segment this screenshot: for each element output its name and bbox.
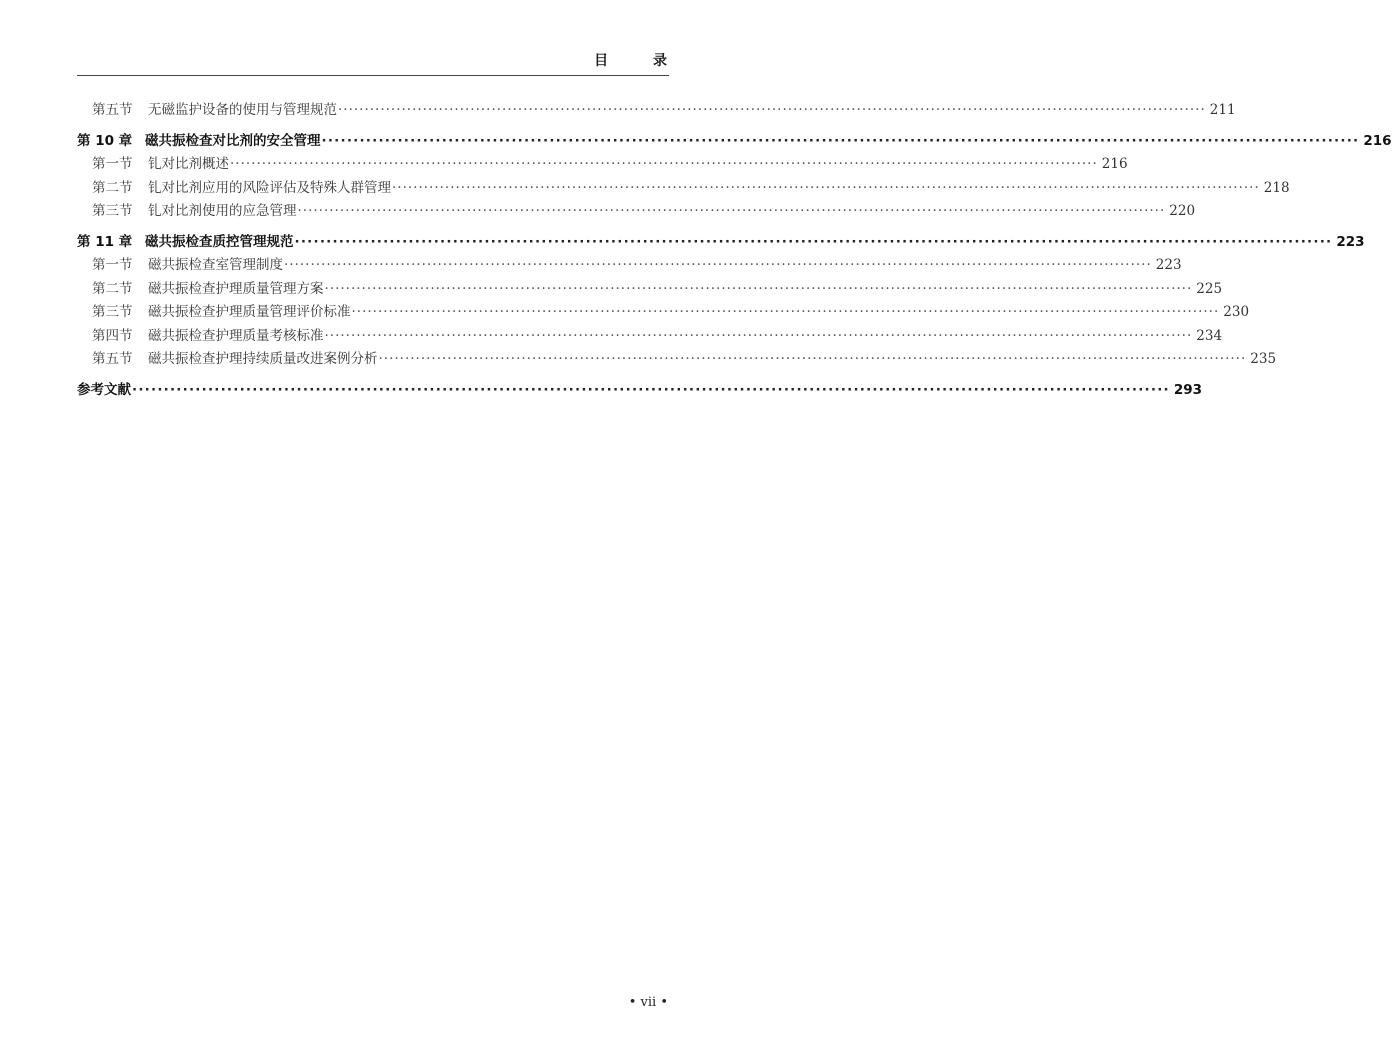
section-title: 钆对比剂概述 [148, 156, 229, 172]
toc-entry-section[interactable] [77, 278, 1223, 302]
leader-dots [132, 379, 1170, 403]
section-title: 钆对比剂应用的风险评估及特殊人群管理 [148, 179, 391, 196]
page-number: 216 [1363, 132, 1392, 149]
leader-dots [298, 200, 1166, 224]
toc-entry-references[interactable] [77, 379, 1203, 403]
section-number: 第三节 [92, 304, 133, 320]
leader-dots [325, 325, 1193, 349]
spacer [77, 372, 663, 379]
section-title: 磁共振检查护理质量管理方案 [148, 280, 324, 297]
page-number: 220 [1169, 203, 1196, 219]
section-number: 第二节 [92, 280, 133, 297]
toc-entry-section[interactable] [77, 301, 1250, 325]
page-number: 235 [1250, 351, 1277, 367]
section-title: 无磁监护设备的使用与管理规范 [148, 102, 337, 118]
leader-dots [379, 348, 1247, 372]
section-number: 第一节 [92, 156, 133, 172]
toc-entry-chapter[interactable] [77, 130, 1392, 154]
section-number: 第四节 [92, 327, 133, 344]
toc-entry-section[interactable] [77, 348, 1277, 372]
section-number: 第二节 [92, 179, 133, 196]
section-number: 第五节 [92, 351, 133, 367]
toc-entry-section[interactable] [77, 254, 1182, 278]
leader-dots [392, 177, 1260, 201]
page-number: 211 [1209, 102, 1236, 118]
references-title: 参考文献 [77, 381, 131, 398]
page-header [77, 48, 687, 76]
chapter-title: 磁共振检查对比剂的安全管理 [145, 132, 321, 149]
section-number: 第一节 [92, 257, 133, 273]
toc-entry-section[interactable] [77, 177, 1290, 201]
spacer [77, 224, 663, 231]
leader-dots [284, 254, 1152, 278]
toc-entry-section[interactable] [77, 99, 1236, 123]
toc-entry-chapter[interactable] [77, 231, 1365, 255]
page-number: 218 [1263, 179, 1290, 196]
page-number: 230 [1223, 304, 1250, 320]
section-title: 钆对比剂使用的应急管理 [148, 203, 297, 219]
section-number: 第三节 [92, 203, 133, 219]
header-title: 目 录 [594, 53, 687, 69]
chapter-number: 第 11 章 [77, 233, 133, 250]
section-title: 磁共振检查护理质量考核标准 [148, 327, 324, 344]
chapter-number: 第 10 章 [77, 132, 133, 149]
page-number: 293 [1173, 381, 1203, 398]
section-title: 磁共振检查室管理制度 [148, 257, 283, 273]
leader-dots [230, 153, 1098, 177]
leader-dots [352, 301, 1220, 325]
leader-dots [338, 99, 1206, 123]
page-footer-number: • vii • [628, 995, 668, 1010]
chapter-title: 磁共振检查质控管理规范 [145, 233, 294, 250]
spacer [77, 123, 663, 130]
leader-dots [295, 231, 1333, 255]
toc-entry-section[interactable] [77, 153, 1128, 177]
toc-entry-section[interactable] [77, 200, 1196, 224]
section-number: 第五节 [92, 102, 133, 118]
leader-dots [325, 278, 1193, 302]
section-title: 磁共振检查护理质量管理评价标准 [148, 304, 351, 320]
page-number: 223 [1336, 233, 1365, 250]
page-number: 223 [1155, 257, 1182, 273]
section-title: 磁共振检查护理持续质量改进案例分析 [148, 351, 378, 367]
page-number: 234 [1196, 327, 1223, 344]
page-number: 225 [1196, 280, 1223, 297]
leader-dots [322, 130, 1360, 154]
toc-entry-section[interactable] [77, 325, 1223, 349]
page-number: 216 [1101, 156, 1128, 172]
table-of-contents [77, 99, 1392, 402]
